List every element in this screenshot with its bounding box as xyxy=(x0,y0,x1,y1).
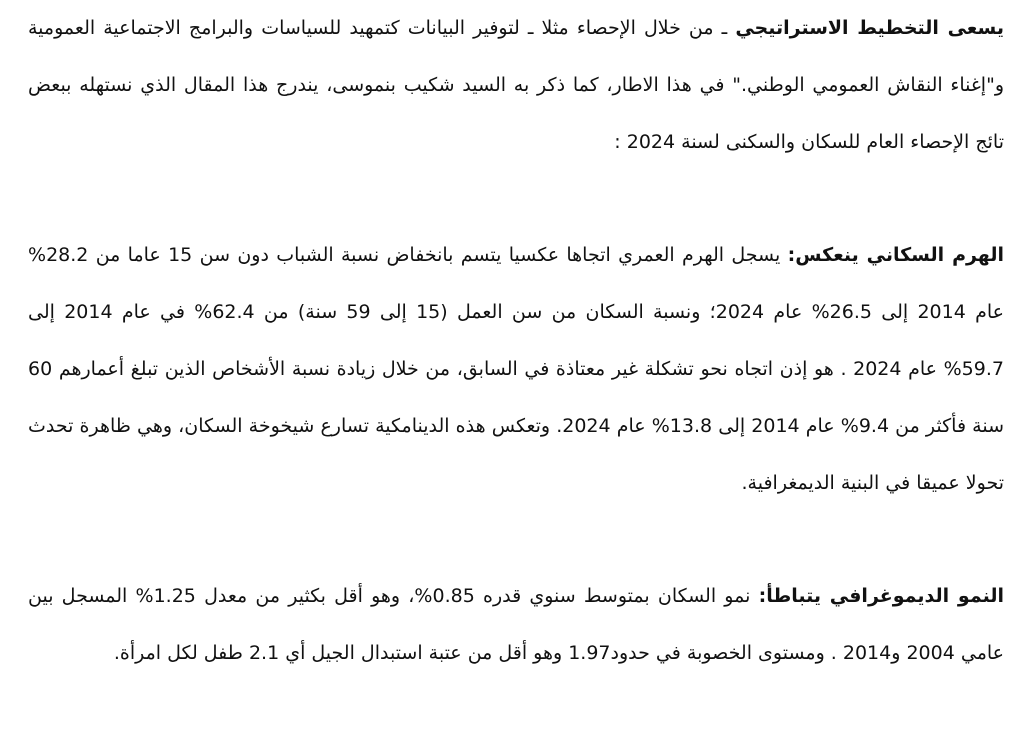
paragraph-population-pyramid-text: يسجل الهرم العمري اتجاها عكسيا يتسم بانخفاض نسبة الشباب دون سن 15 عاما من 28.2% عام 2014 إلى 26.5% عام 2024؛ ونسبة السكان من سن العمل (15 إلى 59 سنة) من 62.4% في عام 2014 إلى 59.7% عام 2024 . هو إذن اتجاه نحو تشكلة غير معتاذة في السابق، من خلال زيادة نسبة الأشخاص الذين تبلغ أعمارهم 60 سنة فأكثر من 9.4% عام 2014 إلى 13.8% عام 2024. وتعكس هذه الدينامكية تسارع شيخوخة السكان، وهي ظاهرة تحدث تحولا عميقا في البنية الديمغرافية. xyxy=(28,244,1005,494)
paragraph-demographic-growth-text: نمو السكان بمتوسط سنوي قدره 0.85%، وهو أقل بكثير من معدل 1.25% المسجل بين عامي 2004 و2014 . ومستوى الخصوبة في حدود1.97 وهو أقل من عتبة استبدال الجيل أي 2.1 طفل لكل امرأة. xyxy=(28,585,1004,664)
paragraph-intro-lead: يسعى التخطيط الاستراتيجي xyxy=(735,17,1004,39)
paragraph-demographic-growth xyxy=(28,568,1004,682)
article-body xyxy=(28,0,1004,682)
paragraph-population-pyramid xyxy=(28,227,1004,512)
paragraph-intro-text: ـ من خلال الإحصاء مثلا ـ لتوفير البيانات كتمهيد للسياسات والبرامج الاجتماعية العمومية و"إغناء النقاش العمومي الوطني." في هذا الاطار، كما ذكر به السيد شكيب بنموسى، يندرج هذا المقال الذي نستهله ببعض تائج الإحصاء العام للسكان والسكنى لسنة 2024 : xyxy=(28,17,1004,153)
paragraph-population-pyramid-lead: الهرم السكاني ينعكس: xyxy=(787,244,1005,266)
paragraph-demographic-growth-lead: النمو الديموغرافي يتباطأ: xyxy=(758,585,1004,607)
paragraph-intro xyxy=(28,0,1004,171)
